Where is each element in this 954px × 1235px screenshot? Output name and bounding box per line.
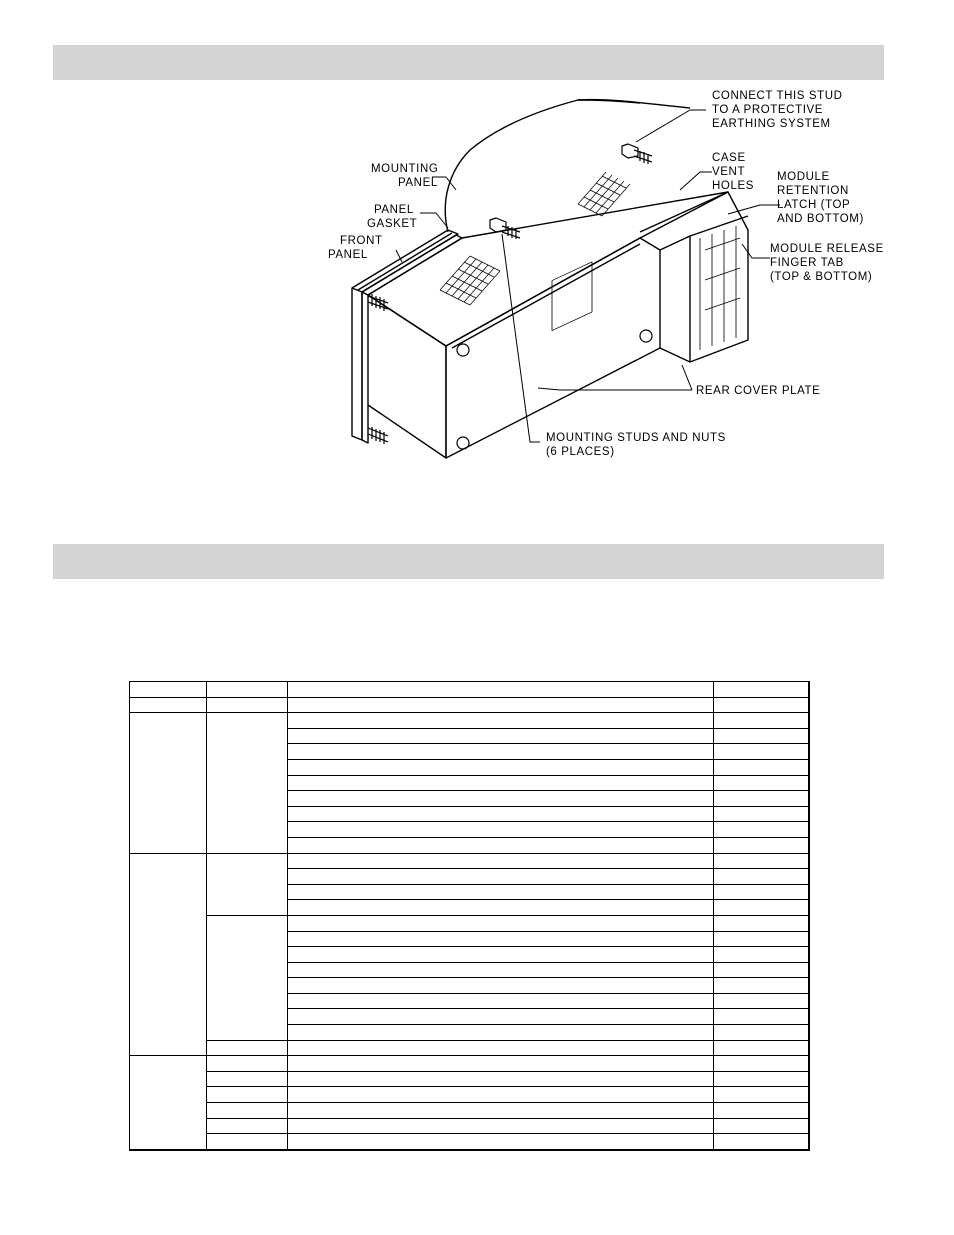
mounting-panel-outline bbox=[445, 100, 690, 232]
svg-text:(TOP & BOTTOM): (TOP & BOTTOM) bbox=[770, 271, 873, 283]
svg-text:MOUNTING STUDS AND NUTS: MOUNTING STUDS AND NUTS bbox=[546, 432, 726, 444]
svg-text:PANEL: PANEL bbox=[328, 249, 368, 261]
table-row bbox=[130, 1103, 810, 1119]
svg-text:PANEL: PANEL bbox=[398, 177, 438, 189]
table-row bbox=[130, 1087, 810, 1103]
svg-text:FRONT: FRONT bbox=[340, 235, 383, 247]
svg-text:CONNECT THIS STUD: CONNECT THIS STUD bbox=[712, 90, 843, 102]
svg-text:MOUNTING: MOUNTING bbox=[371, 163, 439, 175]
module-body bbox=[640, 192, 748, 362]
svg-text:VENT: VENT bbox=[712, 166, 746, 178]
table-row bbox=[130, 1118, 810, 1134]
table-row bbox=[130, 915, 810, 931]
table-header-row bbox=[130, 682, 810, 698]
svg-text:MODULE: MODULE bbox=[777, 171, 830, 183]
svg-text:RETENTION: RETENTION bbox=[777, 185, 849, 197]
parts-table bbox=[129, 681, 810, 1151]
table-row bbox=[130, 1040, 810, 1056]
case-top-face bbox=[368, 192, 728, 346]
svg-text:EARTHING SYSTEM: EARTHING SYSTEM bbox=[712, 118, 831, 130]
svg-text:HOLES: HOLES bbox=[712, 180, 754, 192]
rear-cover-plate bbox=[446, 238, 660, 458]
table-row bbox=[130, 713, 810, 729]
svg-text:AND BOTTOM): AND BOTTOM) bbox=[777, 213, 864, 225]
svg-text:REAR COVER PLATE: REAR COVER PLATE bbox=[696, 385, 821, 397]
svg-text:TO A PROTECTIVE: TO A PROTECTIVE bbox=[712, 104, 824, 116]
svg-text:GASKET: GASKET bbox=[367, 218, 418, 230]
diagram-labels bbox=[328, 90, 884, 458]
case-vent-holes bbox=[440, 172, 630, 305]
svg-text:CASE: CASE bbox=[712, 152, 746, 164]
mounting-diagram bbox=[0, 0, 954, 540]
table-row bbox=[130, 1056, 810, 1072]
table-row bbox=[130, 853, 810, 869]
svg-text:FINGER TAB: FINGER TAB bbox=[770, 257, 844, 269]
table-row bbox=[130, 697, 810, 713]
svg-text:PANEL: PANEL bbox=[374, 204, 414, 216]
svg-text:MODULE RELEASE: MODULE RELEASE bbox=[770, 243, 884, 255]
table-row bbox=[130, 1071, 810, 1087]
table-row bbox=[130, 1134, 810, 1150]
section-header-bar-bottom bbox=[53, 544, 884, 579]
svg-text:LATCH (TOP: LATCH (TOP bbox=[777, 199, 851, 211]
svg-text:(6 PLACES): (6 PLACES) bbox=[546, 446, 615, 458]
